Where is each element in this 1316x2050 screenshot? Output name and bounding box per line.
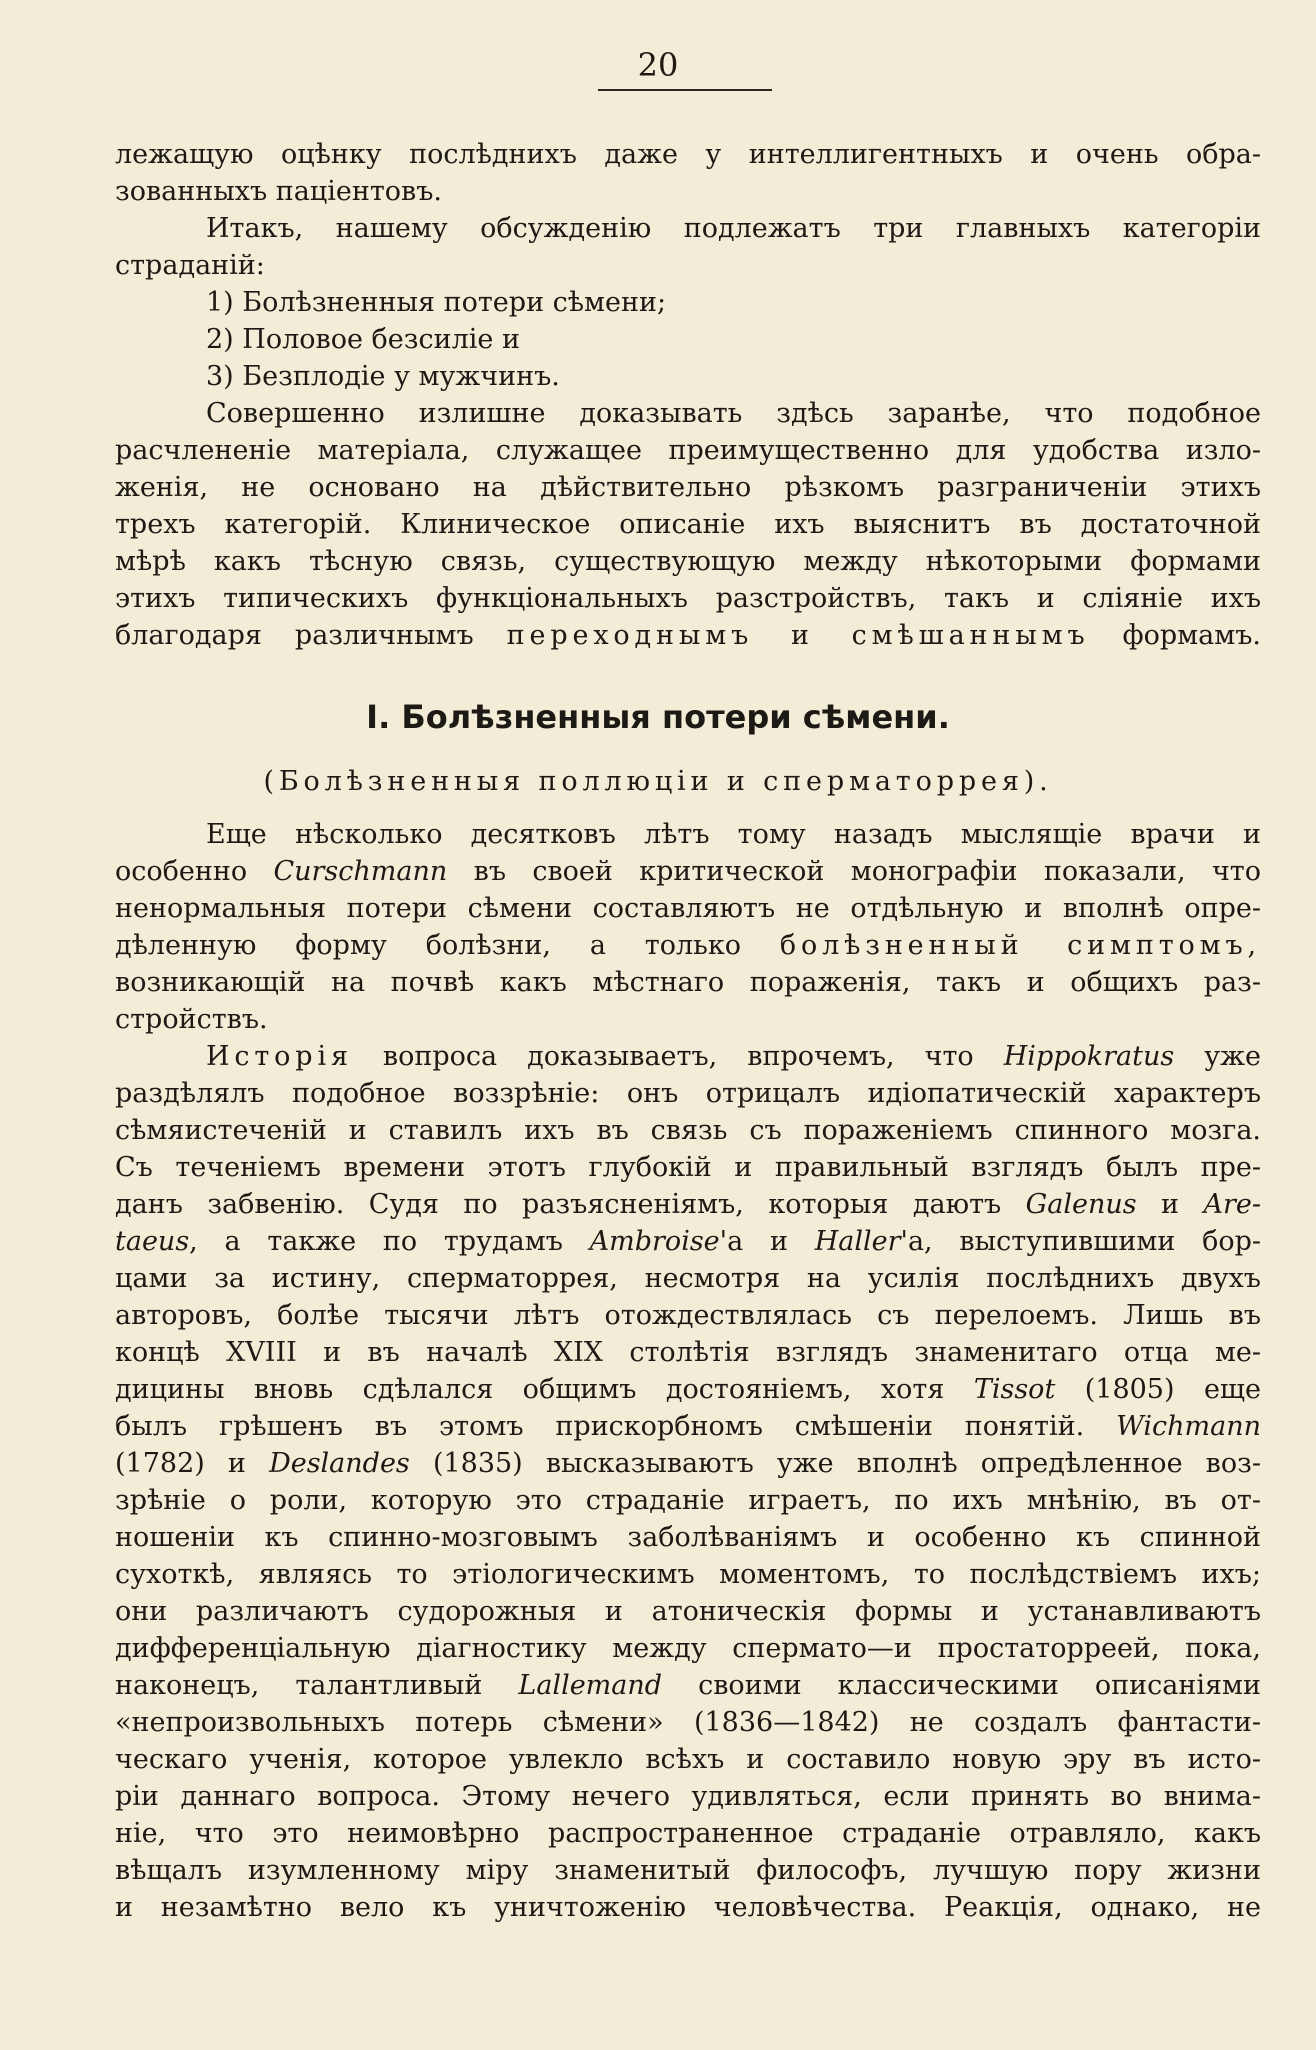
intro-paragraphs	[115, 136, 1261, 654]
spaced-emphasis: болѣзненный симптомъ,	[779, 930, 1261, 961]
author-name: Tissot	[973, 1374, 1056, 1405]
spaced-emphasis: (Болѣзненныя поллюцiи и сперматоррея).	[263, 766, 1053, 797]
category-item-1: 1) Болѣзненныя потери сѣмени;	[206, 287, 667, 318]
text-run: дицины вновь сдѣлался общимъ достоянiемъ, хотя	[115, 1374, 945, 1405]
text-run: (1835) высказываютъ уже вполнѣ опредѣленное воз-	[432, 1448, 1261, 1479]
text-run: (1805) еще	[1084, 1374, 1261, 1405]
text-line: Еще нѣсколько десятковъ лѣтъ тому назадъ мыслящiе врачи и	[206, 819, 1261, 850]
text-line: они различаютъ судорожныя и атоническiя формы и устанавливаютъ	[115, 1596, 1261, 1627]
text-run: и	[1161, 1189, 1180, 1220]
text-line: ческаго ученiя, которое увлекло всѣхъ и составило новую эру въ исто-	[115, 1744, 1261, 1775]
text-line	[115, 1371, 1261, 1408]
author-name: Ambroise	[589, 1226, 720, 1257]
section-subheading	[0, 763, 1316, 800]
text-line: зрѣнiе о роли, которую это страданiе играетъ, по ихъ мнѣнiю, въ от-	[115, 1485, 1261, 1516]
text-line: сухоткѣ, являясь то этiологическимъ моментомъ, то послѣдствiемъ ихъ;	[115, 1559, 1261, 1590]
text-run: вопроса доказываетъ, впрочемъ, что	[382, 1041, 974, 1072]
author-name: taeus	[115, 1226, 190, 1257]
author-name: Haller	[814, 1226, 901, 1257]
text-run: благодаря различнымъ	[115, 620, 474, 651]
text-line: лежащую оцѣнку послѣднихъ даже у интеллигентныхъ и очень обра-	[115, 139, 1261, 170]
text-line: страданiй:	[115, 250, 265, 281]
text-line	[115, 1186, 1261, 1223]
spaced-emphasis: Исторiя	[206, 1041, 353, 1072]
text-line: зованныхъ пацiентовъ.	[115, 176, 442, 207]
text-run: уже	[1204, 1041, 1261, 1072]
text-run: въ своей критической монографiи показали, что	[473, 856, 1261, 887]
author-name: Galenus	[1025, 1189, 1137, 1220]
text-line	[115, 617, 1261, 654]
text-line: расчлененiе матерiала, служащее преимущественно для удобства изло-	[115, 435, 1261, 466]
text-line: «непроизвольныхъ потерь сѣмени» (1836—1842) не создалъ фантасти-	[115, 1707, 1261, 1738]
text-line: концѣ XVIII и въ началѣ XIX столѣтiя взглядъ знаменитаго отца ме-	[115, 1337, 1261, 1368]
text-line: стройствъ.	[115, 1004, 268, 1035]
text-run: формамъ.	[1122, 620, 1261, 651]
text-line: возникающiй на почвѣ какъ мѣстнаго пораженiя, такъ и общихъ раз-	[115, 967, 1261, 998]
history-paragraphs	[115, 816, 1261, 1926]
text-run: данъ забвенiю. Судя по разъясненiямъ, которыя даютъ	[115, 1189, 1002, 1220]
text-run: 'а и	[719, 1226, 788, 1257]
text-line: Съ теченiемъ времени этотъ глубокiй и правильный взглядъ былъ пре-	[115, 1152, 1261, 1183]
text-line: женiя, не основано на дѣйствительно рѣзкомъ разграниченiи этихъ	[115, 472, 1261, 503]
text-run: (1782) и	[115, 1448, 246, 1479]
text-line: авторовъ, болѣе тысячи лѣтъ отождествлялась съ перелоемъ. Лишь въ	[115, 1300, 1261, 1331]
text-line	[115, 1038, 1261, 1075]
section-heading: I. Болѣзненныя потери сѣмени.	[366, 698, 950, 736]
page-number: 20	[637, 46, 679, 84]
category-item-3: 3) Безплодiе у мужчинъ.	[206, 361, 560, 392]
spaced-emphasis: переходнымъ и смѣшаннымъ	[506, 620, 1090, 651]
author-name: Wichmann	[1116, 1411, 1261, 1442]
text-line: сѣмяистеченiй и ставилъ ихъ въ связь съ пораженiемъ спинного мозга.	[115, 1115, 1261, 1146]
text-line: ненормальныя потери сѣмени составляютъ не отдѣльную и вполнѣ опре-	[115, 893, 1261, 924]
text-line	[115, 1445, 1261, 1482]
text-line: ношенiи къ спинно-мозговымъ заболѣванiямъ и особенно къ спинной	[115, 1522, 1261, 1553]
author-name: Lallemand	[518, 1670, 663, 1701]
author-name: Deslandes	[269, 1448, 410, 1479]
text-line	[115, 927, 1261, 964]
author-name: Hippokratus	[1003, 1041, 1175, 1072]
text-run: былъ грѣшенъ въ этомъ прискорбномъ смѣшенiи понятiй.	[115, 1411, 1085, 1442]
text-line: трехъ категорiй. Клиническое описанiе ихъ выяснитъ въ достаточной	[115, 509, 1261, 540]
text-line: этихъ типическихъ функцiональныхъ разстройствъ, такъ и слiянiе ихъ	[115, 583, 1261, 614]
text-line: раздѣлялъ подобное воззрѣнiе: онъ отрицалъ идiопатическiй характеръ	[115, 1078, 1261, 1109]
author-name: Curschmann	[273, 856, 448, 887]
text-line: вѣщалъ изумленному мiру знаменитый философъ, лучшую пору жизни	[115, 1855, 1261, 1886]
text-run: дѣленную форму болѣзни, а только	[115, 930, 741, 961]
text-line: цами за истину, сперматоррея, несмотря на усилiя послѣднихъ двухъ	[115, 1263, 1261, 1294]
page-number-rule	[598, 89, 772, 91]
author-name: Are-	[1203, 1189, 1261, 1220]
text-run: , а также по трудамъ	[189, 1226, 563, 1257]
text-line: нiе, что это неимовѣрно распространенное страданiе отравляло, какъ	[115, 1818, 1261, 1849]
text-line: дифференцiальную дiагностику между спермато—и простаторреей, пока,	[115, 1633, 1261, 1664]
text-run: особенно	[115, 856, 248, 887]
text-line: и незамѣтно вело къ уничтоженiю человѣчества. Реакцiя, однако, не	[115, 1892, 1261, 1923]
text-run: наконецъ, талантливый	[115, 1670, 483, 1701]
text-line: Итакъ, нашему обсужденiю подлежатъ три главныхъ категорiи	[206, 213, 1261, 244]
text-line: рiи даннаго вопроса. Этому нечего удивляться, если принять во внима-	[115, 1781, 1261, 1812]
text-run: 'а, выступившими бор-	[900, 1226, 1261, 1257]
text-line	[115, 1223, 1261, 1260]
text-line	[115, 853, 1261, 890]
category-item-2: 2) Половое безсилiе и	[206, 324, 520, 355]
text-line	[115, 1408, 1261, 1445]
text-run: своими классическими описанiями	[698, 1670, 1261, 1701]
text-line	[115, 1667, 1261, 1704]
text-line: Совершенно излишне доказывать здѣсь заранѣе, что подобное	[206, 398, 1261, 429]
text-line: мѣрѣ какъ тѣсную связь, существующую между нѣкоторыми формами	[115, 546, 1261, 577]
